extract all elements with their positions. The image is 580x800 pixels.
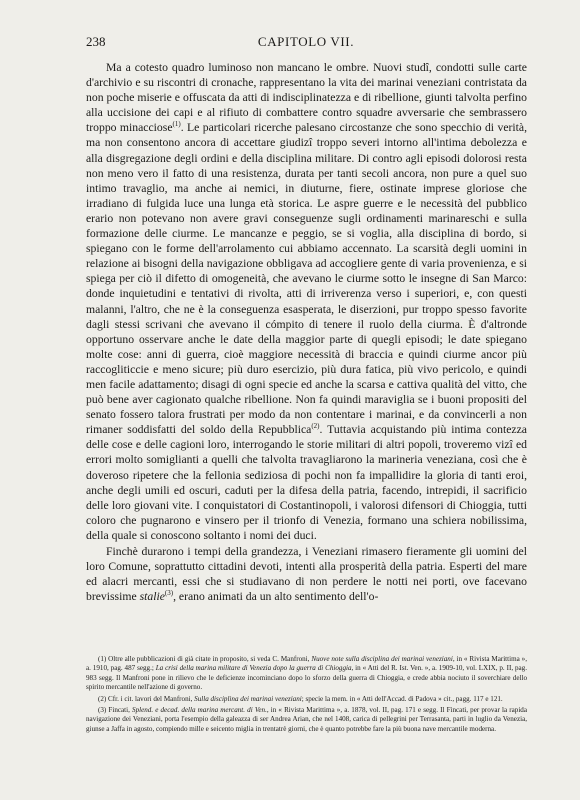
footnote-1 bbox=[86, 655, 527, 693]
footnote-3 bbox=[86, 706, 527, 734]
footnote-2-part-c: ; specie la mem. in « Atti dell'Accad. di Padova » cit., pagg. 117 e 121. bbox=[301, 694, 503, 703]
body-text bbox=[86, 60, 527, 604]
footnote-2-part-a: (2) Cfr. i cit. lavori del bbox=[98, 694, 164, 703]
footnote-2-title: Sulla disciplina dei marinai veneziani bbox=[194, 694, 302, 703]
italic-term-stalie: stalie bbox=[139, 590, 165, 604]
footnote-3-author: Fincati bbox=[108, 706, 129, 715]
footnote-1-part-a: (1) Oltre alle pubblicazioni di già citate in proposito, si veda C. bbox=[98, 655, 281, 663]
footnotes bbox=[86, 655, 527, 736]
footnote-2-part-b: , bbox=[190, 694, 195, 703]
footnote-ref-1: (1) bbox=[172, 120, 181, 129]
footnote-2-author: Manfroni bbox=[163, 694, 191, 703]
footnote-3-part-b: , bbox=[128, 706, 133, 715]
footnote-1-title-1: Nuove note sulla disciplina dei marinai veneziani bbox=[311, 655, 453, 663]
running-head: CAPITOLO VII. bbox=[257, 34, 355, 49]
footnote-1-title-2: La crisi della marina militare di Venezia dopo la guerra di Chioggia bbox=[155, 664, 352, 673]
paragraph-1-text-3: . Tuttavia acquistando più intima contezza delle cose e delle cagioni loro, interrogando le storie militari di altri popoli, troveremo vizî ed errori molto somiglianti a quelli che talvolta travagliarono la marineria veneziana, così che è doveroso ripetere che la fellonia sediziosa di pochi non fa impallidire la gloria di tanti eroi, anche degli umili ed oscuri, caduti per la difesa della patria, facendo, intrepidi, il sacrificio delle loro giovani vite. I conquistatori di Costantinopoli, i valorosi difensori di Chioggia, tutti coloro che pugnarono e vinsero per il trionfo di Venezia, formano una schiera nobilissima, della quale si conoscono soltanto i nomi dei duci. bbox=[86, 423, 527, 542]
paragraph-1-text-1: Ma a cotesto quadro luminoso non mancano le ombre. Nuovi studî, condotti sulle carte d'archivio e su riscontri di cronache, rappresentano la vita dei marinai veneziani contristata da non poche miserie e offuscata da atti di indisciplinatezza e di ribellione, giunti talvolta perfino alla uccisione dei capi e al rifiuto di combattere contro squadre avversarie che sembrassero troppo minacciose bbox=[86, 61, 527, 135]
footnote-1-part-b: , bbox=[307, 655, 312, 663]
footnote-3-part-c: , in « Rivista Marittima », a. 1878, vol. II, pag. 171 e segg. Il Fincati, per provar la rapida navigazione dei Veneziani, porta l'esempio della galeazza di ser Andrea Arian, che nel 1408, carica di pellegrini per Terrasanta, parti in luglio da Venezia, giunse a Jaffa in agosto, compiendo mille e seicento miglia in trentatrè giorni, che è quanto potrebbe fare la più buona nave mercantile moderna. bbox=[86, 706, 527, 733]
page-number: 238 bbox=[86, 34, 106, 49]
paragraph-1-text-2: . Le particolari ricerche palesano circostanze che sono specchio di verità, ma non consentono ancora di accettare giudizî troppo severi intorno all'intima debolezza e alla disgregazione degli ordini e della disciplina militare. Di contro agli episodi dolorosi resta non meno vero il fatto di una resistenza, durata per tanti secoli ancora, non pure a quel suo intimo travaglio, ma anche ai nemici, in diuturne, fiere, ostinate imprese gloriose che irradiano di fulgida luce una lunga età storica. Le aspre guerre e le necessità del pubblico erario non potevano non avere gravi conseguenze sugli ordinamenti marinareschi e sulla formazione delle ciurme. Le mancanze e peggio, se si voglia, alla disciplina di bordo, si spiegano con le forme dell'arrolamento cui abbiamo accennato. La scarsità degli uomini in relazione ai bisogni della navigazione obbligava ad accogliere gente di varia provenienza, e si spiega per ciò il difetto di omogeneità, che avevano le ciurme sotto le insegne di San Marco: donde inquietudini e tentativi di rivolta, atti di irriverenza verso i superiori, e, con questi malanni, l'altro, che ne è la conseguenza esasperata, le diserzioni, pur troppo spesso favorite dagli stessi scrivani che avevano il cómpito di tenere il ruolo della ciurma. È d'altronde opportuno osservare anche le date della maggior parte di quegli episodi; le date spiegano molte cose: anni di guerra, cioè maggiore necessità di braccia e quindi ciurme ancor più raccogliticcie e meno sicure; più duro esercizio, più dura fatica, più vivo pericolo, e quindi men facile adattamento; disagi di ogni specie ed anche la scarsa e cattiva qualità del vitto, che può bene aver cagionato qualche ribellione. Non fa quindi maraviglia se i buoni propositi del senato fossero talora frustrati per modo da non contentare i marinai, e da convincerli a non rimaner soddisfatti del soldo della Repubblica bbox=[86, 121, 527, 437]
footnote-1-author: Manfroni bbox=[280, 655, 308, 663]
footnote-3-part-a: (3) bbox=[98, 706, 109, 715]
paragraph-2-text-2: , erano animati da un alto sentimento dell'o- bbox=[173, 590, 379, 604]
paragraph-1 bbox=[86, 60, 527, 543]
paragraph-2 bbox=[86, 544, 527, 604]
paragraph-2-text-1: Finchè durarono i tempi della grandezza, i Veneziani rimasero fieramente gli uomini del loro Comune, soprattutto cittadini devoti, intenti alla prosperità della patria. Esperti del mare ed alacri mercanti, essi che si studiavano di non perdere le notti nei porti, ove facevano brevissime bbox=[86, 545, 527, 604]
footnote-ref-3: (3) bbox=[164, 589, 174, 598]
footnote-3-title: Splend. e decad. della marina mercant. di Ven. bbox=[132, 706, 267, 715]
footnote-1-part-d: , in « Atti del R. Ist. Ven. », a. 1909-10, vol. LXIX, p. II, pag. 983 segg. Il Manfroni pone in rilievo che le deficienze incominciano dopo lo sforzo della guerra di Chioggia, e crede abbia nociuto il soverchiare dello spirito mercantile nell'azione di governo. bbox=[86, 664, 527, 692]
footnote-1-part-c: , in « Rivista Marittima », a. 1910, pag. 487 segg.; bbox=[86, 655, 527, 673]
page-header bbox=[86, 34, 526, 50]
footnote-ref-2: (2) bbox=[311, 422, 320, 431]
footnote-2 bbox=[86, 695, 527, 704]
